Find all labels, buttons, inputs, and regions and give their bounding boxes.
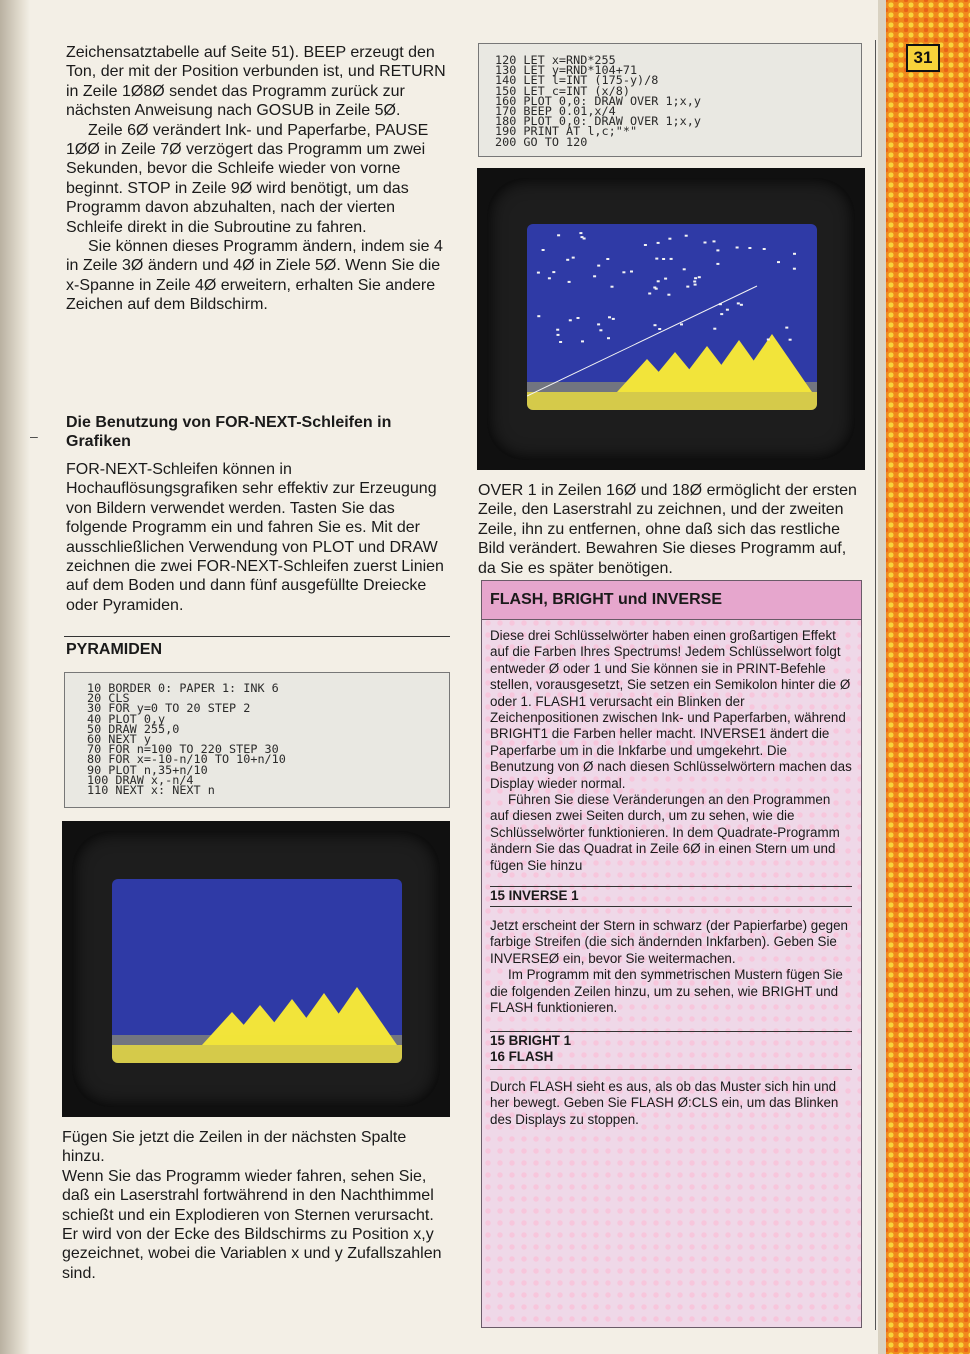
star xyxy=(653,287,656,289)
panel-code-bright xyxy=(490,1033,571,1066)
star xyxy=(537,315,540,317)
section-text xyxy=(66,460,450,615)
star xyxy=(658,328,661,330)
star xyxy=(763,248,766,250)
star xyxy=(686,286,689,288)
star xyxy=(719,303,722,305)
decorative-side-strip xyxy=(886,0,970,1354)
star xyxy=(685,235,688,237)
panel-code-line-2: 16 FLASH xyxy=(490,1049,554,1065)
star xyxy=(657,280,660,282)
star xyxy=(683,268,686,270)
star xyxy=(748,247,751,249)
star xyxy=(789,339,792,341)
program-line: 20 CLS xyxy=(87,691,130,706)
star xyxy=(664,278,667,280)
program-title: PYRAMIDEN xyxy=(66,641,163,658)
program-line: 50 DRAW 255,0 xyxy=(87,721,180,736)
star xyxy=(557,334,560,336)
panel-code-line-1: 15 BRIGHT 1 xyxy=(490,1033,572,1048)
outro-paragraph-1: Fügen Sie jetzt die Zeilen in der nächsten Spalte hinzu. xyxy=(62,1129,407,1166)
star xyxy=(713,240,716,242)
program-line: 130 LET y=RND*104+71 xyxy=(495,63,638,78)
info-panel-title: FLASH, BRIGHT und INVERSE xyxy=(490,591,722,608)
panel-paragraph-3: Jetzt erscheint der Stern in schwarz (der Papierfarbe) gegen farbige Streifen (die sich ändernden Inkfarben). Geben Sie INVERSEØ ein, bevor Sie weitermachen. xyxy=(490,918,849,966)
star xyxy=(655,258,658,260)
program-line: 40 PLOT 0,y xyxy=(87,711,166,726)
star xyxy=(777,261,780,263)
star xyxy=(644,244,647,246)
program-line: 190 PRINT AT l,c;"*" xyxy=(495,124,638,139)
star xyxy=(537,272,540,274)
star xyxy=(581,236,584,238)
margin-mark: – xyxy=(30,428,38,444)
panel-paragraph-2: Führen Sie diese Veränderungen an den Programmen auf diesen zwei Seiten durch, um zu sehen, wie die Schlüsselwörter funktionieren. In dem Quadrate-Programm ändern Sie das Quadrat in Zeile 6Ø in einen Stern um und fügen Sie hinzu xyxy=(490,792,840,873)
program-line: 140 LET l=INT (175-y)/8 xyxy=(495,73,659,88)
program-line: 200 GO TO 120 xyxy=(495,134,588,149)
star xyxy=(566,259,569,261)
laser-screenshot-frame xyxy=(477,168,865,470)
star xyxy=(581,340,584,342)
star xyxy=(668,238,671,240)
star xyxy=(654,324,657,326)
star xyxy=(557,234,560,236)
panel-text-2 xyxy=(490,918,852,1016)
program-line: 100 DRAW x,-n/4 xyxy=(87,772,194,787)
pyramid-program-listing xyxy=(64,672,450,808)
ground-dither xyxy=(112,1035,402,1045)
star xyxy=(767,339,770,341)
star xyxy=(593,275,596,277)
page-edge xyxy=(878,0,886,1354)
laser-caption xyxy=(478,481,868,578)
star xyxy=(569,319,572,321)
star xyxy=(713,328,716,330)
section-heading: Die Benutzung von FOR-NEXT-Schleifen in Grafiken xyxy=(66,414,392,450)
star xyxy=(606,258,609,260)
laser-screen xyxy=(527,224,817,410)
star xyxy=(597,265,600,267)
star xyxy=(572,257,575,259)
star xyxy=(552,271,555,273)
laser-graphic xyxy=(527,224,817,410)
outro-paragraph-2: Wenn Sie das Programm wieder fahren, sehen Sie, daß ein Laserstrahl fortwährend in den Nachthimmel schießt und ein Explodieren von Sternen verursacht. Er wird von der Ecke des Bildschirms zu Position x,y gezeichnet, wobei die Variablen x und y Zufallszahlen sind. xyxy=(62,1167,442,1282)
star xyxy=(607,337,610,339)
star xyxy=(740,304,743,306)
star xyxy=(548,277,551,279)
panel-rule-4 xyxy=(490,1069,852,1070)
panel-text-1 xyxy=(490,628,852,874)
program-line: 160 PLOT 0,0: DRAW OVER 1;x,y xyxy=(495,93,701,108)
star xyxy=(559,341,562,343)
star xyxy=(611,286,614,288)
star xyxy=(720,313,723,315)
program-title-rule xyxy=(64,636,450,637)
star xyxy=(737,302,740,304)
star xyxy=(785,327,788,329)
star xyxy=(579,232,582,234)
laser-program-listing xyxy=(478,43,862,157)
star xyxy=(556,329,559,331)
pyramid-screen xyxy=(112,879,402,1063)
star xyxy=(793,253,796,255)
program-line: 180 PLOT 0,0: DRAW OVER 1;x,y xyxy=(495,114,701,129)
panel-rule-2 xyxy=(490,906,852,907)
column-rule xyxy=(875,40,876,1330)
program-line: 60 NEXT y xyxy=(87,732,151,747)
intro-paragraph-1: Zeichensatztabelle auf Seite 51). BEEP erzeugt den Ton, der mit der Position verbunden ist, und RETURN in Zeile 1Ø8Ø sendet das Programm zurück zur nächsten Anweisung nach GOSUB in Zeile 5Ø. xyxy=(66,44,446,120)
star xyxy=(568,281,571,283)
star xyxy=(694,277,697,279)
program-line: 70 FOR n=100 TO 220 STEP 30 xyxy=(87,742,279,757)
panel-paragraph-4: Im Programm mit den symmetrischen Mustern fügen Sie die folgenden Zeilen hinzu, um zu sehen, wie BRIGHT und FLASH funktionieren. xyxy=(490,967,843,1016)
stars xyxy=(537,232,796,343)
star xyxy=(662,258,665,260)
program-line: 10 BORDER 0: PAPER 1: INK 6 xyxy=(87,681,279,695)
star xyxy=(667,294,670,296)
page-binding-shadow xyxy=(0,0,30,1354)
program-line: 170 BEEP 0.01,x/4 xyxy=(495,104,616,119)
pyramid-graphic xyxy=(112,879,402,1063)
intro-paragraph-3: Sie können dieses Programm ändern, indem sie 4 in Zeile 3Ø ändern und 4Ø in Ziele 5Ø. Wenn Sie die x-Spanne in Zeile 4Ø erweitern, erhalten Sie andere Zeichen auf dem Bildschirm. xyxy=(66,238,443,314)
star xyxy=(630,271,633,273)
star xyxy=(716,249,719,251)
star xyxy=(704,242,707,244)
star xyxy=(599,329,602,331)
star xyxy=(597,323,600,325)
star xyxy=(622,271,625,273)
star xyxy=(726,309,729,311)
program-line: 150 LET c=INT (x/8) xyxy=(495,83,630,98)
star xyxy=(698,276,701,278)
star xyxy=(680,323,683,325)
star xyxy=(694,284,697,286)
ground-lines xyxy=(527,392,817,410)
program-line: 110 NEXT x: NEXT n xyxy=(87,783,215,798)
panel-code-inverse: 15 INVERSE 1 xyxy=(490,888,579,903)
star xyxy=(608,316,611,318)
outro-text xyxy=(62,1128,452,1283)
panel-rule-3 xyxy=(490,1031,852,1032)
panel-paragraph-1: Diese drei Schlüsselwörter haben einen großartigen Effekt auf die Farben Ihres Spectrums! Jedem Schlüsselwort folgt entweder Ø oder 1 und Sie können sie in PRINT-Befehle stellen, vorausgesetzt, Sie setzen ein Semikolon hinter die Ø oder 1. FLASH1 verursacht ein Blinken der Zeichenpositionen zwischen Ink- und Paperfarben, während BRIGHT1 die Farben heller macht. INVERSE1 ändert die Paperfarbe um in die Inkfarbe und umgekehrt. Die Benutzung von Ø nach diesen Schlüsselwörtern machen das Display wieder normal. xyxy=(490,628,852,791)
intro-text xyxy=(66,43,454,315)
panel-text-3 xyxy=(490,1079,852,1128)
star xyxy=(793,268,796,270)
caption-paragraph: OVER 1 in Zeilen 16Ø und 18Ø ermöglicht der ersten Zeile, den Laserstrahl zu zeichnen, und der zweiten Zeile, ihn zu entfernen, ohne daß sich das restliche Bild verändert. Bewahren Sie dieses Programm auf, da Sie es später benötigen. xyxy=(478,482,857,577)
star xyxy=(577,317,580,319)
program-line: 120 LET x=RND*255 xyxy=(495,53,616,67)
star xyxy=(648,293,651,295)
program-line: 80 FOR x=-10-n/10 TO 10+n/10 xyxy=(87,752,286,767)
star xyxy=(736,247,739,249)
page-number: 31 xyxy=(906,44,940,72)
star xyxy=(657,242,660,244)
intro-paragraph-2: Zeile 6Ø verändert Ink- und Paperfarbe, PAUSE 1ØØ in Zeile 7Ø verzögert das Programm um zwei Sekunden, bevor die Schleife wieder von vorne beginnt. STOP in Zeile 9Ø wird benötigt, um das Programm davon abzuhalten, nach der vierten Schleife direkt in die Subroutine zu fahren. xyxy=(66,121,429,236)
section-paragraph: FOR-NEXT-Schleifen können in Hochauflösungsgrafiken sehr effektiv zur Erzeugung von Bildern verwendet werden. Tasten Sie das folgende Programm ein und fahren Sie es. Mit der ausschließlichen Verwendung von PLOT und DRAW zeichnen die zwei FOR-NEXT-Schleifen zuerst Linien auf dem Boden und dann fünf ausgefüllte Dreiecke oder Pyramiden. xyxy=(66,461,444,614)
ground-lines xyxy=(112,1045,402,1063)
panel-paragraph-5: Durch FLASH sieht es aus, als ob das Muster sich hin und her bewegt. Geben Sie FLASH Ø:CLS ein, um das Blinken des Displays zu stoppen. xyxy=(490,1079,839,1127)
star xyxy=(716,263,719,265)
program-line: 30 FOR y=0 TO 20 STEP 2 xyxy=(87,701,251,716)
panel-rule-1 xyxy=(490,886,852,887)
program-line: 90 PLOT n,35+n/10 xyxy=(87,762,208,777)
star xyxy=(670,258,673,260)
star xyxy=(693,281,696,283)
star xyxy=(612,318,615,320)
pyramid-screenshot-frame xyxy=(62,821,450,1117)
star xyxy=(542,249,545,251)
